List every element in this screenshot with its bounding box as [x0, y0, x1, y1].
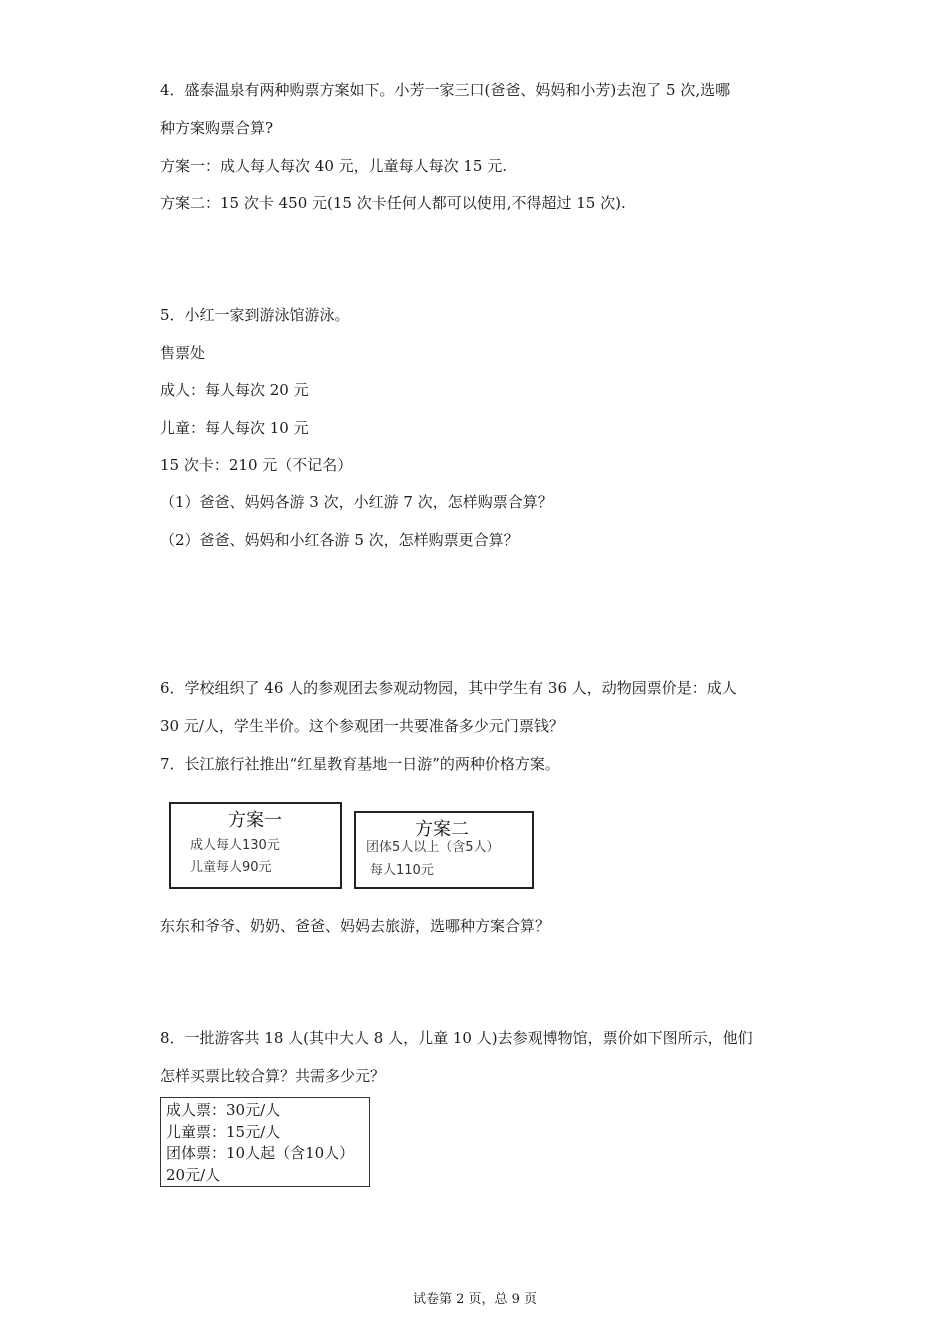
plan-2-box	[354, 811, 534, 889]
q5-card-price: 15 次卡：210 元（不记名）	[160, 456, 353, 474]
plan-2-price: 每人110元	[370, 863, 434, 878]
q5-sub-question-2: （2）爸爸、妈妈和小红各游 5 次，怎样购票更合算？	[160, 531, 519, 549]
plan-1-adult: 成人每人130元	[190, 838, 280, 853]
q5-child-price: 儿童：每人每次 10 元	[160, 419, 309, 437]
q8-price-box	[160, 1097, 370, 1187]
plan-1-child: 儿童每人90元	[190, 860, 272, 875]
plan-1-title: 方案一	[228, 810, 282, 831]
q7-question: 东东和爷爷、奶奶、爸爸、妈妈去旅游，选哪种方案合算？	[160, 917, 551, 935]
q5-sub-question-1: （1）爸爸、妈妈各游 3 次，小红游 7 次，怎样购票合算？	[160, 493, 553, 511]
q7-line-1: 7．长江旅行社推出“红星教育基地一日游”的两种价格方案。	[160, 755, 560, 773]
q4-plan-1: 方案一：成人每人每次 40 元，儿童每人每次 15 元.	[160, 157, 508, 175]
plan-1-box	[169, 802, 342, 889]
q8-line-1: 8．一批游客共 18 人(其中大人 8 人，儿童 10 人)去参观博物馆，票价如下图所示，他们	[160, 1029, 753, 1047]
q5-adult-price: 成人：每人每次 20 元	[160, 381, 309, 399]
q6-line-1: 6．学校组织了 46 人的参观团去参观动物园，其中学生有 36 人，动物园票价是：成人	[160, 679, 737, 697]
q4-plan-2: 方案二：15 次卡 450 元(15 次卡任何人都可以使用,不得超过 15 次).	[160, 194, 626, 212]
plan-2-group: 团体5人以上（含5人）	[366, 840, 500, 855]
q4-line-2: 种方案购票合算?	[160, 119, 274, 137]
q8-child-ticket: 儿童票：15元/人	[166, 1122, 281, 1141]
q6-line-2: 30 元/人，学生半价。这个参观团一共要准备多少元门票钱？	[160, 717, 564, 735]
q4-line-1: 4．盛泰温泉有两种购票方案如下。小芳一家三口(爸爸、妈妈和小芳)去泡了 5 次,选哪	[160, 81, 731, 99]
plan-2-title: 方案二	[415, 819, 469, 840]
q8-group-ticket: 团体票：10人起（含10人）	[166, 1144, 355, 1162]
q8-adult-ticket: 成人票：30元/人	[166, 1101, 281, 1119]
q8-line-2: 怎样买票比较合算？共需多少元？	[160, 1067, 386, 1085]
q5-ticket-office: 售票处	[160, 344, 206, 362]
q8-group-price: 20元/人	[166, 1165, 221, 1184]
page-footer: 试卷第 2 页，总 9 页	[412, 1292, 538, 1307]
q5-line-1: 5．小红一家到游泳馆游泳。	[160, 306, 350, 324]
